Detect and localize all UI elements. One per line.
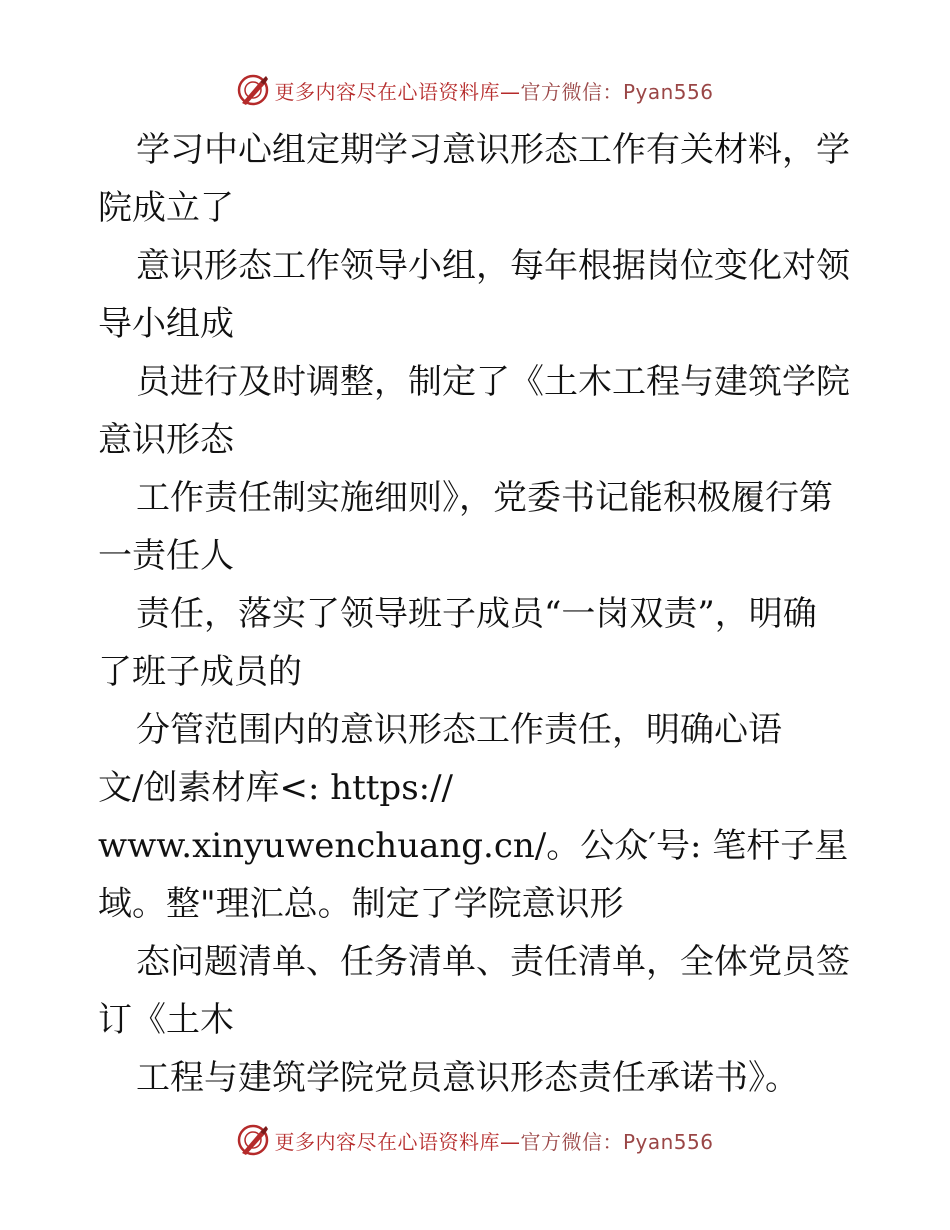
footer-banner-title: 更多内容尽在心语资料库— — [274, 1129, 521, 1154]
body-line: 订《土木 — [98, 1000, 234, 1040]
pen-logo-icon — [236, 1123, 270, 1157]
body-line: 文/创素材库<: https:// — [98, 768, 454, 808]
footer-banner — [0, 1118, 950, 1162]
footer-banner-wechat: 官方微信：Pyan556 — [520, 1129, 714, 1154]
header-banner-title: 更多内容尽在心语资料库— — [274, 79, 521, 104]
body-line: 工程与建筑学院党员意识形态责任承诺书》。 — [136, 1058, 799, 1098]
body-line: 导小组成 — [98, 304, 234, 344]
body-line: 工作责任制实施细则》，党委书记能积极履行第 — [136, 478, 833, 518]
body-line: 一责任人 — [98, 536, 234, 576]
body-line: 意识形态 — [98, 420, 234, 460]
body-line: www.xinyuwenchuang.cn/。公众′号: 笔杆子星 — [98, 826, 849, 866]
body-line: 域。整"理汇总。制定了学院意识形 — [98, 884, 624, 924]
body-line: 责任，落实了领导班子成员“一岗双责”，明确 — [136, 594, 817, 634]
body-line: 态问题清单、任务清单、责任清单，全体党员签 — [136, 942, 850, 982]
header-banner-wechat: 官方微信：Pyan556 — [520, 79, 714, 104]
body-line: 院成立了 — [98, 188, 234, 228]
footer-banner-text — [274, 1126, 713, 1155]
body-line: 分管范围内的意识形态工作责任，明确心语 — [136, 710, 782, 750]
body-line: 了班子成员的 — [98, 652, 302, 692]
body-line: 意识形态工作领导小组，每年根据岗位变化对领 — [136, 246, 850, 286]
body-line: 员进行及时调整，制定了《土木工程与建筑学院 — [136, 362, 850, 402]
body-line: 学习中心组定期学习意识形态工作有关材料，学 — [136, 130, 850, 170]
